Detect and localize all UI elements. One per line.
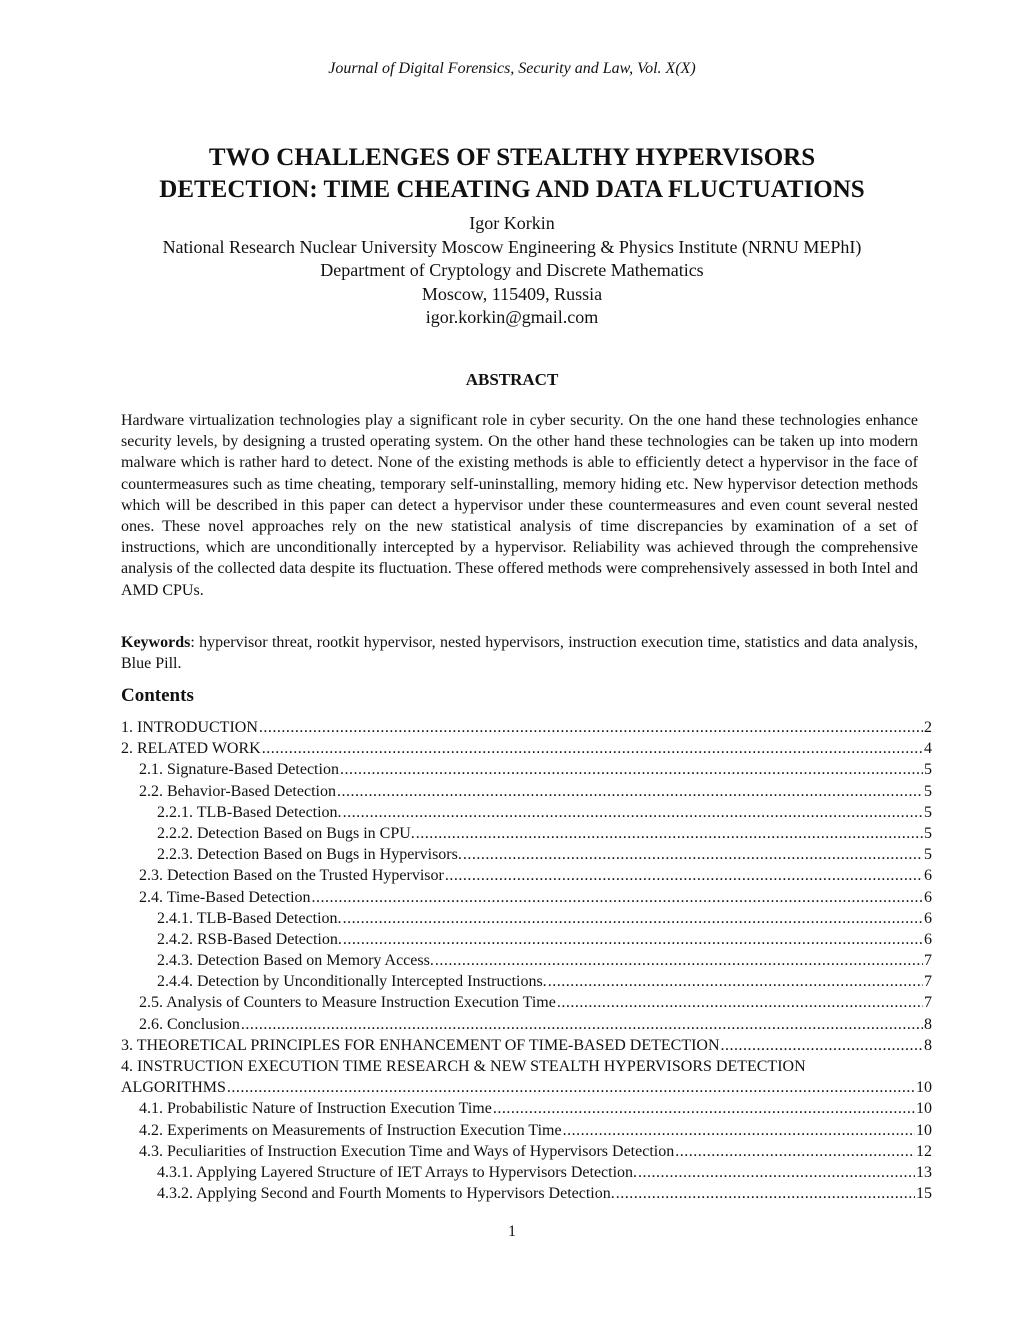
toc-label: 4.3.2. Applying Second and Fourth Moments to Hypervisors Detection. xyxy=(157,1185,615,1203)
toc-page: 10 xyxy=(916,1100,932,1118)
toc-entry xyxy=(121,802,932,823)
toc-entry xyxy=(121,1056,932,1098)
toc-label: 2.5. Analysis of Counters to Measure Instruction Execution Time xyxy=(139,994,556,1012)
toc-label: 2.4. Time-Based Detection xyxy=(139,888,311,906)
toc-page: 5 xyxy=(924,824,932,842)
city: Moscow, 115409, Russia xyxy=(421,283,603,304)
toc-entry xyxy=(121,992,932,1013)
toc-entry xyxy=(121,717,932,738)
toc-page: 7 xyxy=(924,952,932,970)
toc-label: 2.2. Behavior-Based Detection xyxy=(139,782,336,800)
toc-label: 2.4.2. RSB-Based Detection. xyxy=(157,930,342,948)
contents-heading: Contents xyxy=(121,685,194,706)
toc-page: 6 xyxy=(924,888,932,906)
toc-entry xyxy=(121,1162,932,1183)
toc-page: 4 xyxy=(924,740,932,758)
toc-page: 7 xyxy=(924,973,932,991)
toc-label: 4.3.1. Applying Layered Structure of IET Arrays to Hypervisors Detection. xyxy=(157,1163,638,1181)
toc-page: 5 xyxy=(924,803,932,821)
email: igor.korkin@gmail.com xyxy=(425,307,599,327)
toc-label: 2.6. Conclusion xyxy=(139,1015,240,1033)
toc-entry xyxy=(121,929,932,950)
toc-entry xyxy=(121,844,932,865)
toc-entry xyxy=(121,865,932,886)
toc-entry xyxy=(121,738,932,759)
toc-entry xyxy=(121,908,932,929)
running-head: Journal of Digital Forensics, Security and Law, Vol. X(X) xyxy=(328,60,696,77)
toc-page: 6 xyxy=(924,909,932,927)
toc-label: 2.2.3. Detection Based on Bugs in Hypervisors. xyxy=(157,846,462,864)
toc-page: 13 xyxy=(916,1163,932,1181)
department: Department of Cryptology and Discrete Mathematics xyxy=(320,260,704,280)
abstract-heading: ABSTRACT xyxy=(465,370,559,389)
keywords-label: Keywords xyxy=(121,634,191,651)
paper-title xyxy=(0,142,1024,206)
toc-label-line-1: 4. INSTRUCTION EXECUTION TIME RESEARCH & NEW STEALTH HYPERVISORS DETECTION xyxy=(121,1058,806,1075)
toc-page: 8 xyxy=(924,1015,932,1033)
toc-entry xyxy=(121,781,932,802)
toc-entry xyxy=(121,1141,932,1162)
toc-label: 4.3. Peculiarities of Instruction Execution Time and Ways of Hypervisors Detection xyxy=(139,1142,675,1160)
toc-entry xyxy=(121,823,932,844)
affiliation: National Research Nuclear University Moscow Engineering & Physics Institute (NRNU MEPhI) xyxy=(162,236,862,257)
toc-entry xyxy=(121,887,932,908)
toc-label: 2.2.1. TLB-Based Detection. xyxy=(157,803,342,821)
table-of-contents xyxy=(121,717,932,1204)
author-block xyxy=(0,212,1024,330)
toc-entry xyxy=(121,759,932,780)
toc-entry xyxy=(121,1183,932,1204)
author-name: Igor Korkin xyxy=(469,213,555,233)
toc-page: 10 xyxy=(916,1121,932,1139)
toc-page: 5 xyxy=(924,846,932,864)
toc-label: 3. THEORETICAL PRINCIPLES FOR ENHANCEMENT OF TIME-BASED DETECTION xyxy=(121,1036,720,1054)
page-number: 1 xyxy=(508,1223,516,1240)
keywords xyxy=(121,632,918,674)
keywords-text: : hypervisor threat, rootkit hypervisor, nested hypervisors, instruction execution time, statistics and data analysis, Blue Pill. xyxy=(121,634,918,673)
toc-page: 15 xyxy=(916,1185,932,1203)
toc-label: 2.4.1. TLB-Based Detection. xyxy=(157,909,342,927)
toc-page: 6 xyxy=(924,867,932,885)
toc-page: 6 xyxy=(924,930,932,948)
toc-entry xyxy=(121,950,932,971)
toc-page: 10 xyxy=(916,1079,932,1097)
toc-page: 2 xyxy=(924,719,932,736)
toc-label: 4.1. Probabilistic Nature of Instruction Execution Time xyxy=(139,1100,492,1118)
toc-label: 2.2.2. Detection Based on Bugs in CPU. xyxy=(157,824,415,842)
toc-label: 2.1. Signature-Based Detection xyxy=(139,761,339,779)
toc-label: ALGORITHMS xyxy=(121,1079,226,1097)
toc-page: 5 xyxy=(924,761,932,779)
toc-entry xyxy=(121,1120,932,1141)
toc-page: 8 xyxy=(924,1036,932,1054)
toc-label: 2.4.4. Detection by Unconditionally Intercepted Instructions. xyxy=(157,973,547,991)
toc-page: 7 xyxy=(924,994,932,1012)
toc-label: 4.2. Experiments on Measurements of Instruction Execution Time xyxy=(139,1121,562,1139)
toc-label: 2. RELATED WORK xyxy=(121,740,261,758)
toc-entry xyxy=(121,1098,932,1119)
title-line-1: TWO CHALLENGES OF STEALTHY HYPERVISORS xyxy=(208,144,816,171)
title-line-2: DETECTION: TIME CHEATING AND DATA FLUCTUATIONS xyxy=(159,176,865,203)
toc-entry xyxy=(121,1035,932,1056)
toc-label: 1. INTRODUCTION xyxy=(121,719,258,736)
toc-page: 12 xyxy=(916,1142,932,1160)
toc-entry xyxy=(121,971,932,992)
toc-entry xyxy=(121,1014,932,1035)
toc-label: 2.4.3. Detection Based on Memory Access. xyxy=(157,952,434,970)
toc-page: 5 xyxy=(924,782,932,800)
toc-label: 2.3. Detection Based on the Trusted Hypervisor xyxy=(139,867,444,885)
abstract-text: Hardware virtualization technologies play a significant role in cyber security. On the one hand these technologies enhance security levels, by designing a trusted operating system. On the other hand these technologies can be taken up into modern malware which is rather hard to detect. None of the existing methods is able to efficiently detect a hypervisor in the face of countermeasures such as time cheating, temporary self-uninstalling, memory hiding etc. New hypervisor detection methods which will be described in this paper can detect a hypervisor under these countermeasures and even count several nested ones. These novel approaches rely on the new statistical analysis of time discrepancies by examination of a set of instructions, which are unconditionally intercepted by a hypervisor. Reliability was achieved through the comprehensive analysis of the collected data despite its fluctuation. These offered methods were comprehensively assessed in both Intel and AMD CPUs. xyxy=(121,412,918,599)
